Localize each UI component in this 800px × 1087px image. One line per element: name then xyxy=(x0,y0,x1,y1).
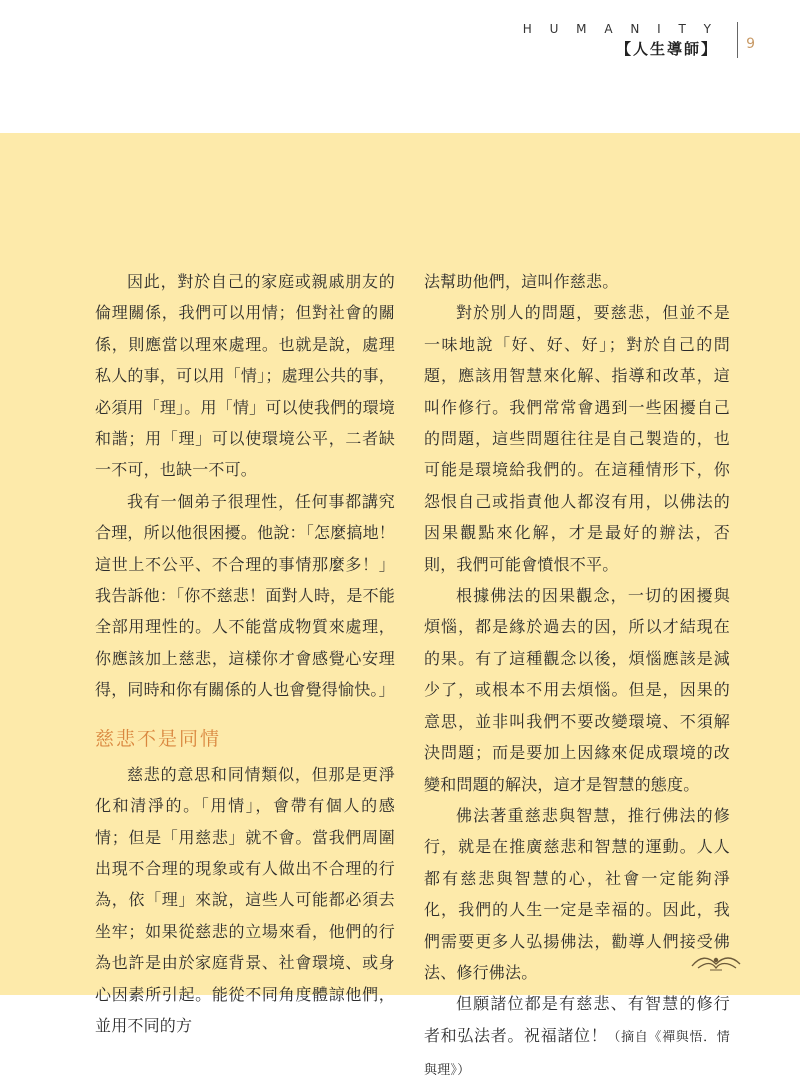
section-title: 【人生導師】 xyxy=(615,40,718,58)
citation: （摘自《禪與悟．情與理》） xyxy=(424,1029,730,1079)
page-header xyxy=(523,22,730,59)
left-paragraph-2: 我有一個弟子很理性，任何事都講究合理，所以他很困擾。他說：「怎麼搞地！這世上不公平、不合理的事情那麼多！」我告訴他：「你不慈悲！面對人時，是不能全部用理性的。人不能當成物質來處理，你應該加上慈悲，這樣你才會感覺心安理得，同時和你有關係的人也會覺得愉快。」 xyxy=(95,491,395,700)
left-column xyxy=(95,266,395,1041)
page-number: 9 xyxy=(746,36,755,52)
right-paragraph-2: 根據佛法的因果觀念，一切的困擾與煩惱，都是緣於過去的因，所以才結現在的果。有了這種觀念以後，煩惱應該是減少了，或根本不用去煩惱。但是，因果的意思，並非叫我們不要改變環境、不須解決問題；而是要加上因緣來促成環境的改變和問題的解決，這才是智慧的態度。 xyxy=(424,586,730,794)
left-paragraph-3: 慈悲的意思和同情類似，但那是更淨化和清淨的。「用情」，會帶有個人的感情；但是「用慈悲」就不會。當我們周圍出現不合理的現象或有人做出不合理的行為，依「理」來說，這些人可能都必須去坐牢；如果從慈悲的立場來看，他們的行為也許是由於家庭背景、社會環境、或身心因素所引起。能從不同角度體諒他們，並用不同的方 xyxy=(95,764,395,1035)
left-paragraph-1: 因此，對於自己的家庭或親戚朋友的倫理關係，我們可以用情；但對社會的關係，則應當以理來處理。也就是說，處理私人的事，可以用「情」；處理公共的事，必須用「理」。用「情」可以使我們的環境和諧；用「理」可以使環境公平，二者缺一不可，也缺一不可。 xyxy=(95,272,395,480)
magazine-brand: H U M A N I T Y xyxy=(522,22,718,36)
closing-text: 但願諸位都是有慈悲、有智慧的修行者和弘法者。祝福諸位！ xyxy=(424,994,730,1045)
right-column xyxy=(424,266,730,1087)
header-divider xyxy=(737,22,738,58)
lotus-flourish-icon xyxy=(690,952,742,976)
right-paragraph-4 xyxy=(424,988,730,1086)
right-paragraph-0: 法幫助他們，這叫作慈悲。 xyxy=(424,272,619,291)
section-heading: 慈悲不是同情 xyxy=(95,727,222,750)
right-paragraph-1: 對於別人的問題，要慈悲，但並不是一味地說「好、好、好」；對於自己的問題，應該用智慧來化解、指導和改革，這叫作修行。我們常常會遇到一些困擾自己的問題，這些問題往往是自己製造的，也可能是環境給我們的。在這種情形下，你怨恨自己或指責他人都沒有用，以佛法的因果觀點來化解，才是最好的辦法，否則，我們可能會憤恨不平。 xyxy=(424,303,730,574)
right-paragraph-3: 佛法著重慈悲與智慧，推行佛法的修行，就是在推廣慈悲和智慧的運動。人人都有慈悲與智慧的心，社會一定能夠淨化，我們的人生一定是幸福的。因此，我們需要更多人弘揚佛法，勸導人們接受佛法、修行佛法。 xyxy=(424,805,730,982)
